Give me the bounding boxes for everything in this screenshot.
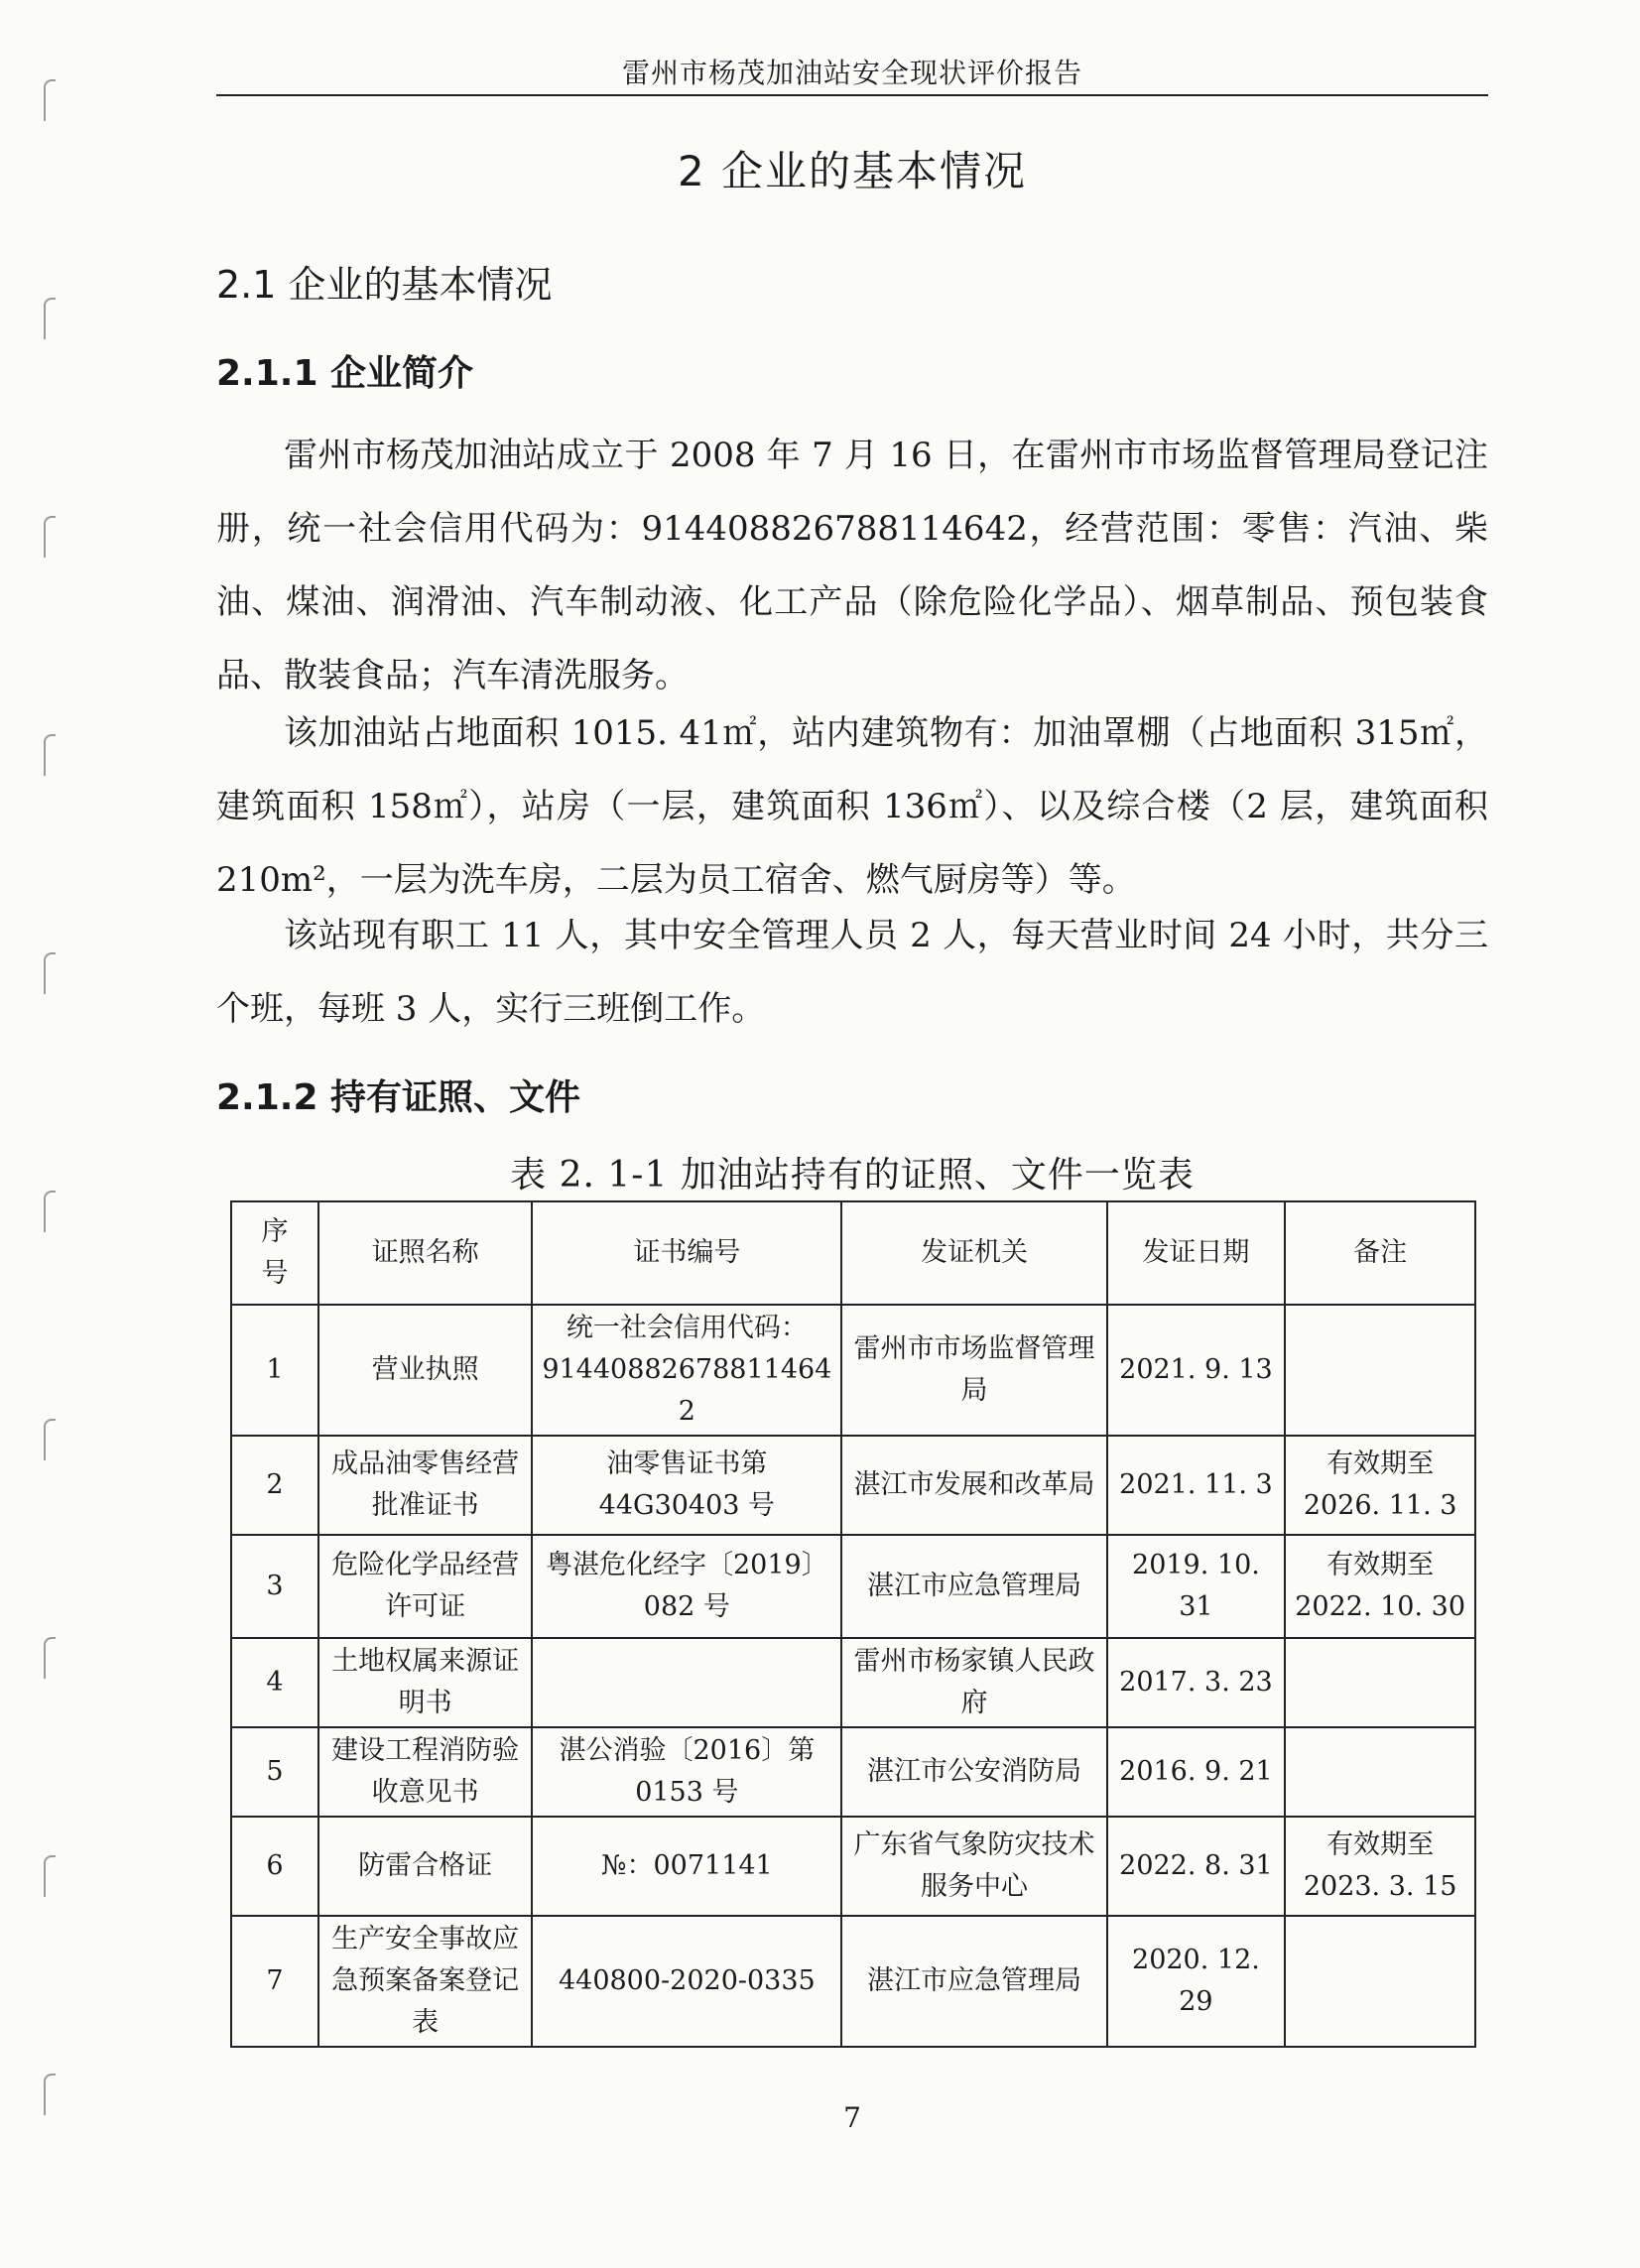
cell-remarks — [1285, 1638, 1475, 1727]
cell-number: 粤湛危化经字〔2019〕082 号 — [532, 1535, 841, 1638]
table-caption: 表 2. 1-1 加油站持有的证照、文件一览表 — [510, 1155, 1195, 1196]
binding-mark — [44, 1191, 56, 1232]
header-cell-issuer: 发证机关 — [841, 1201, 1106, 1305]
header-cell-remarks: 备注 — [1285, 1201, 1475, 1305]
table-row — [231, 1916, 1475, 2047]
cell-index: 6 — [231, 1817, 318, 1916]
cell-date: 2017. 3. 23 — [1107, 1638, 1286, 1727]
cell-index: 4 — [231, 1638, 318, 1727]
header-cell-name: 证照名称 — [318, 1201, 532, 1305]
cell-date: 2021. 11. 3 — [1107, 1436, 1286, 1535]
table-row — [231, 1727, 1475, 1817]
page-number: 7 — [843, 2101, 861, 2134]
cell-number: 统一社会信用代码：91440882678811464​2 — [532, 1305, 841, 1436]
cell-date: 2020. 12. 29 — [1107, 1916, 1286, 2047]
cell-number: 440800-2020-0335 — [532, 1916, 841, 2047]
table-row — [231, 1305, 1475, 1436]
cell-number: 湛公消验〔2016〕第0153 号 — [532, 1727, 841, 1817]
cell-number: 油零售证书第44G30403 号 — [532, 1436, 841, 1535]
cell-index: 3 — [231, 1535, 318, 1638]
cell-remarks — [1285, 1916, 1475, 2047]
cell-name: 生产安全事故应急预案备案登记表 — [318, 1916, 532, 2047]
cell-date: 2021. 9. 13 — [1107, 1305, 1286, 1436]
binding-mark — [44, 734, 56, 776]
cell-issuer: 广东省气象防灾技术服务中心 — [841, 1817, 1106, 1916]
cell-index: 5 — [231, 1727, 318, 1817]
table-row — [231, 1436, 1475, 1535]
table-row — [231, 1817, 1475, 1916]
cell-remarks: 有效期至2022. 10. 30 — [1285, 1535, 1475, 1638]
cell-number: №：0071141 — [532, 1817, 841, 1916]
licenses-table — [230, 1200, 1476, 2048]
cell-name: 建设工程消防验收意见书 — [318, 1727, 532, 1817]
paragraph-staff: 该站现有职工 11 人，其中安全管理人员 2 人，每天营业时间 24 小时，共分三个班，每班 3 人，实行三班倒工作。 — [216, 916, 1488, 1029]
cell-name: 土地权属来源证明书 — [318, 1638, 532, 1727]
cell-index: 2 — [231, 1436, 318, 1535]
cell-index: 7 — [231, 1916, 318, 2047]
table-header-row — [231, 1201, 1475, 1305]
cell-issuer: 雷州市杨家镇人民政府 — [841, 1638, 1106, 1727]
subsection-heading-intro: 2.1.1 企业简介 — [216, 353, 474, 394]
cell-remarks — [1285, 1727, 1475, 1817]
table-row — [231, 1535, 1475, 1638]
binding-mark — [44, 516, 56, 558]
section-heading: 2.1 企业的基本情况 — [216, 263, 553, 307]
binding-mark — [44, 1419, 56, 1460]
cell-name: 营业执照 — [318, 1305, 532, 1436]
header-rule — [216, 94, 1488, 96]
cell-name: 危险化学品经营许可证 — [318, 1535, 532, 1638]
binding-mark — [44, 1855, 56, 1897]
cell-number — [532, 1638, 841, 1727]
subsection-heading-licenses: 2.1.2 持有证照、文件 — [216, 1077, 581, 1118]
paragraph-intro: 雷州市杨茂加油站成立于 2008 年 7 月 16 日，在雷州市市场监督管理局登记注册，统一社会信用代码为：91440882678811464​2，经营范围：零售：汽油、柴油、煤油、润滑油、汽车制动液、化工产品（除危险化学品）、烟草制品、预包装食品、散装食品；汽车清洗服务。 — [216, 436, 1488, 695]
paragraph-area: 该加油站占地面积 1015. 41㎡，站内建筑物有：加油罩棚（占地面积 315㎡，建筑面积 158㎡），站房（一层，建筑面积 136㎡）、以及综合楼（2 层，建筑面积 210m²，一层为洗车房，二层为员工宿舍、燃气厨房等）等。 — [216, 713, 1488, 900]
binding-mark — [44, 2074, 56, 2115]
header-cell-index: 序号 — [231, 1201, 318, 1305]
cell-issuer: 湛江市应急管理局 — [841, 1916, 1106, 2047]
cell-remarks — [1285, 1305, 1475, 1436]
cell-issuer: 湛江市公安消防局 — [841, 1727, 1106, 1817]
cell-issuer: 雷州市市场监督管理局 — [841, 1305, 1106, 1436]
header-cell-date: 发证日期 — [1107, 1201, 1286, 1305]
chapter-title: 2 企业的基本情况 — [677, 147, 1028, 195]
binding-mark — [44, 79, 56, 121]
cell-name: 防雷合格证 — [318, 1817, 532, 1916]
cell-issuer: 湛江市应急管理局 — [841, 1535, 1106, 1638]
running-header: 雷州市杨茂加油站安全现状评价报告 — [621, 57, 1082, 89]
cell-date: 2016. 9. 21 — [1107, 1727, 1286, 1817]
cell-date: 2019. 10. 31 — [1107, 1535, 1286, 1638]
cell-date: 2022. 8. 31 — [1107, 1817, 1286, 1916]
cell-index: 1 — [231, 1305, 318, 1436]
cell-remarks: 有效期至2026. 11. 3 — [1285, 1436, 1475, 1535]
table-row — [231, 1638, 1475, 1727]
binding-mark — [44, 298, 56, 339]
cell-remarks: 有效期至2023. 3. 15 — [1285, 1817, 1475, 1916]
cell-issuer: 湛江市发展和改革局 — [841, 1436, 1106, 1535]
binding-mark — [44, 1637, 56, 1679]
header-cell-number: 证书编号 — [532, 1201, 841, 1305]
cell-name: 成品油零售经营批准证书 — [318, 1436, 532, 1535]
binding-mark — [44, 952, 56, 994]
